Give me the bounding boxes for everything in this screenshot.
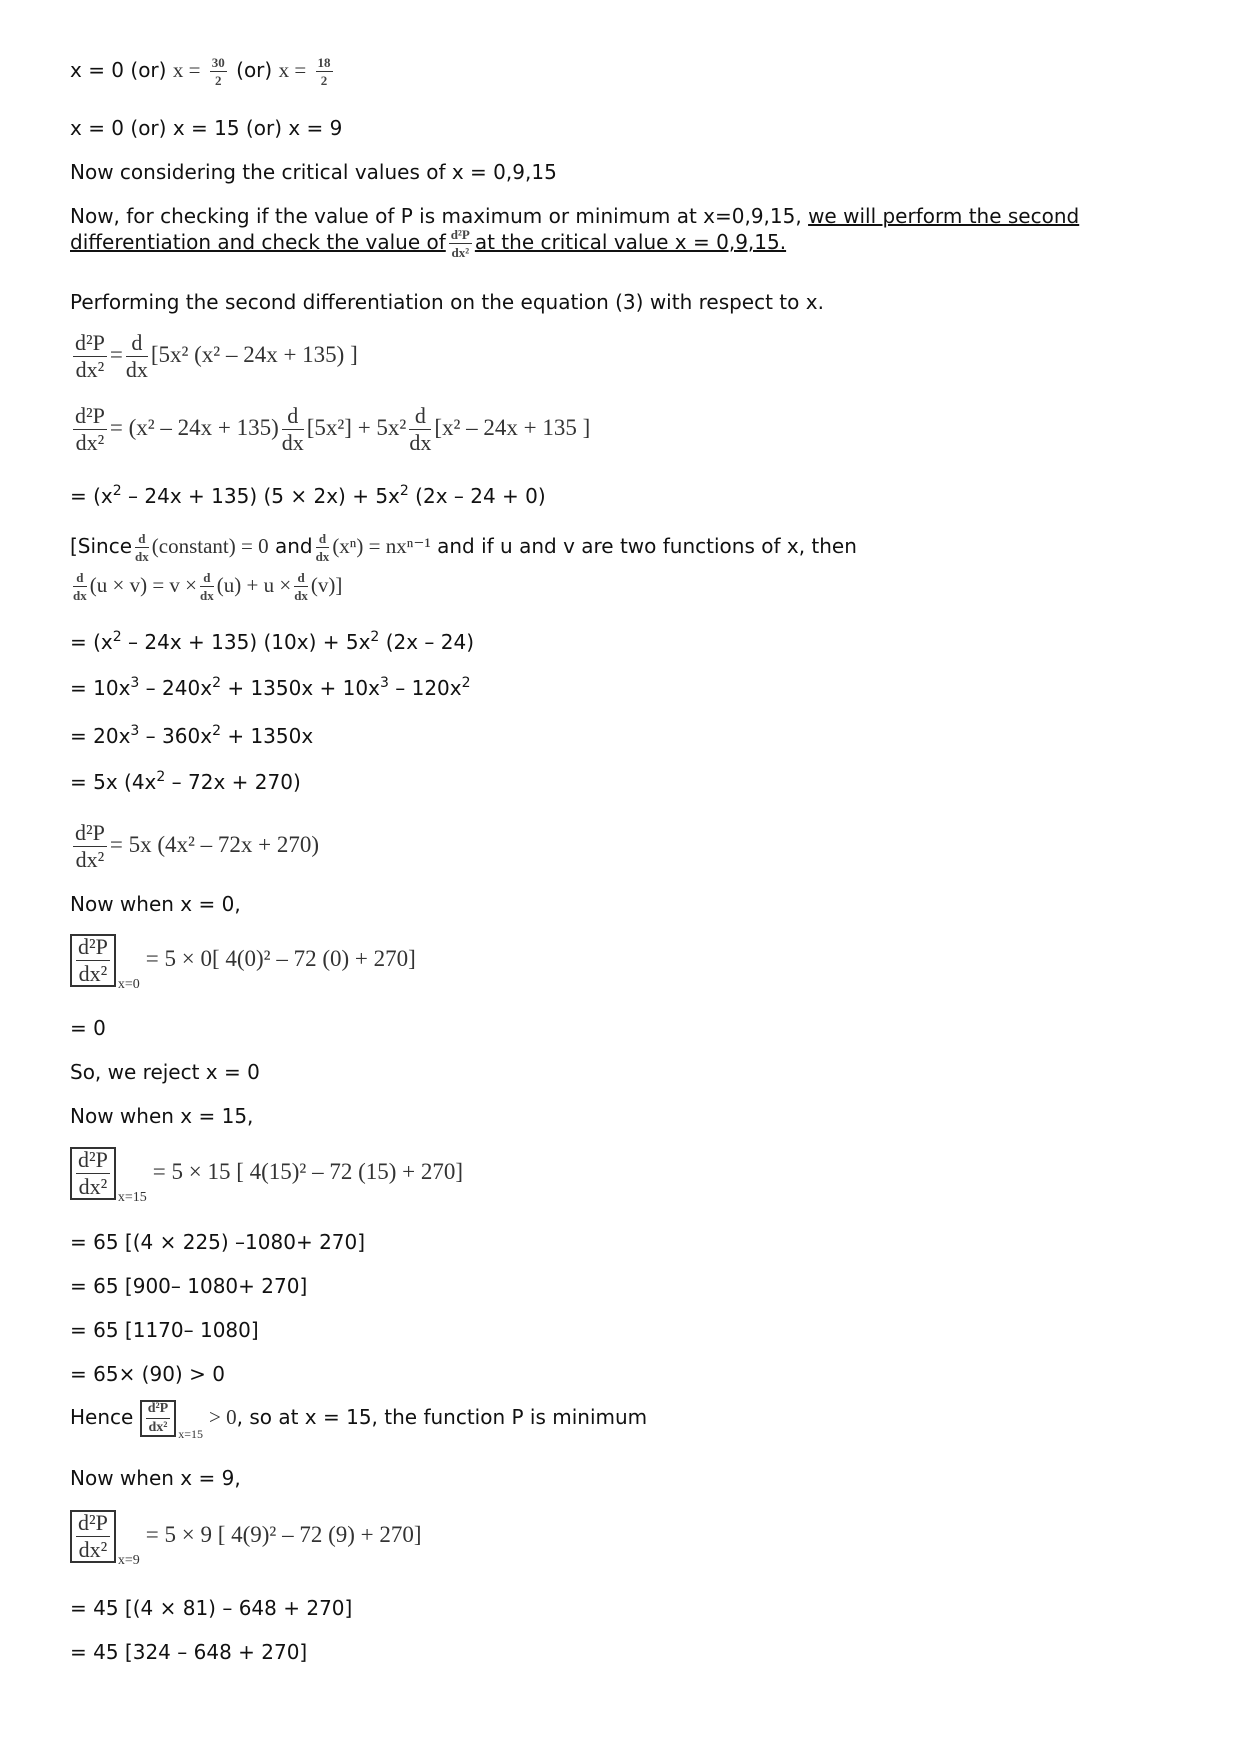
line-reject: So, we reject x = 0 [70, 1060, 260, 1084]
fraction: $\frac{d}{dx}$ [125, 330, 148, 382]
line-expand-1: = $(x^2 - 24x + 135) (5 \times 2x) + 5x^2$ (2x – 24 + 0) [70, 483, 546, 508]
line-when-x9: Now when x = 9, [70, 1466, 241, 1490]
line-when-x0: Now when x = 0, [70, 892, 241, 916]
line-checking-2: differentiation and check the value of $\frac{\text{d²P}}{\text{dx²}}$ at the critical value x = 0,9,15. [70, 227, 787, 260]
fraction: $\frac{30}{2}$ [211, 55, 225, 88]
fraction: $\frac{18}{2}$ [317, 55, 331, 88]
line-x9-step2: = 45 [324 – 648 + 270] [70, 1640, 308, 1664]
equation-at-x9: $\frac{\text{d²P}}{\text{dx²}}$ $_{x=9}$= 5 × 9 [ 4(9)² – 72 (9) + 270] [70, 1510, 422, 1573]
line-x15-step4: = 65× (90) > 0 [70, 1362, 225, 1386]
equation-second-derivative-result: $\frac{\text{d²P}}{\text{dx²}}$ = 5x (4x² – 72x + 270) [75, 820, 319, 872]
fraction: $\frac{d}{dx}$ [200, 570, 214, 603]
fraction: $\frac{\text{d²P}}{\text{dx²}}$ [75, 403, 105, 455]
fraction: $\frac{\text{d²P}}{\text{dx²}}$ [75, 330, 105, 382]
line-result-zero: = 0 [70, 1016, 106, 1040]
bracket: $\frac{\text{d²P}}{\text{dx²}}$ [140, 1400, 177, 1437]
line-checking-1: Now, for checking if the value of P is maximum or minimum at x=0,9,15, we will perform the second [70, 204, 1080, 228]
bracket: $\frac{\text{d²P}}{\text{dx²}}$ [70, 1510, 116, 1563]
fraction: $\frac{d}{dx}$ [135, 531, 149, 564]
equation-product-rule: $\frac{\text{d²P}}{\text{dx²}}$ = (x² – 24x + 135) $\frac{d}{dx}$ [5x²] + 5x² $\frac{d}{dx}$ [x² – 24x + 135 ] [75, 403, 591, 455]
line-considering: Now considering the critical values of x = 0,9,15 [70, 160, 557, 184]
line-performing: Performing the second differentiation on the equation (3) with respect to x. [70, 290, 824, 314]
line-x15-step1: = 65 [(4 × 225) –1080+ 270] [70, 1230, 366, 1254]
line-since-rules: [Since $\frac{d}{dx}$ (constant) = 0 and $\frac{d}{dx}$ (xⁿ) = nxⁿ⁻¹ and if u and v are two functions of x, then [70, 531, 857, 564]
line-hence-minimum: Hence $\frac{\text{d²P}}{\text{dx²}}$ $_{x=15}$> 0, so at x = 15, the function P is minimum [70, 1401, 648, 1441]
line-critical-values: x = 0 (or) x = 15 (or) x = 9 [70, 116, 343, 140]
fraction: $\frac{\text{d²P}}{\text{dx²}}$ [75, 820, 105, 872]
fraction: $\frac{d}{dx}$ [294, 570, 308, 603]
line-x15-step3: = 65 [1170– 1080] [70, 1318, 259, 1342]
line-factored: = 5x $(4x^2 - 72x + 270)$ [70, 769, 301, 794]
equation-at-x15: $\frac{\text{d²P}}{\text{dx²}}$ $_{x=15}$= 5 × 15 [ 4(15)² – 72 (15) + 270] [70, 1147, 463, 1210]
line-x15-step2: = 65 [900– 1080+ 270] [70, 1274, 308, 1298]
equation-second-derivative: $\frac{\text{d²P}}{\text{dx²}}$ = $\frac{d}{dx}$ [5x² (x² – 24x + 135) ] [75, 330, 358, 382]
line-critical-fractions: x = 0 (or) x = $\frac{30}{2}$ (or) x = $\frac{18}{2}$ [70, 55, 331, 88]
fraction: $\frac{d}{dx}$ [73, 570, 87, 603]
line-product-rule-note: $\frac{d}{dx}$ (u × v) = v × $\frac{d}{dx}$ (u) + u × $\frac{d}{dx}$ (v)] [73, 570, 343, 603]
line-expand-2: = $(x^2 - 24x + 135) (10x) + 5x^2$ (2x – 24) [70, 629, 475, 654]
line-expand-4: = $20x^3 - 360x^2 + 1350x$ [70, 723, 314, 748]
fraction: $\frac{d}{dx}$ [281, 403, 304, 455]
fraction: $\frac{d}{dx}$ [315, 531, 330, 564]
fraction: $\frac{\text{d²P}}{\text{dx²}}$ [450, 227, 470, 260]
equation-at-x0: $\frac{\text{d²P}}{\text{dx²}}$ $_{x=0}$= 5 × 0[ 4(0)² – 72 (0) + 270] [70, 934, 416, 997]
line-x9-step1: = 45 [(4 × 81) – 648 + 270] [70, 1596, 353, 1620]
bracket: $\frac{\text{d²P}}{\text{dx²}}$ [70, 1147, 116, 1200]
line-expand-3: = $10x^3 - 240x^2 + 1350x + 10x^3 - 120x^2$ [70, 675, 471, 700]
bracket: $\frac{\text{d²P}}{\text{dx²}}$ [70, 934, 116, 987]
fraction: $\frac{d}{dx}$ [409, 403, 432, 455]
line-when-x15: Now when x = 15, [70, 1104, 254, 1128]
